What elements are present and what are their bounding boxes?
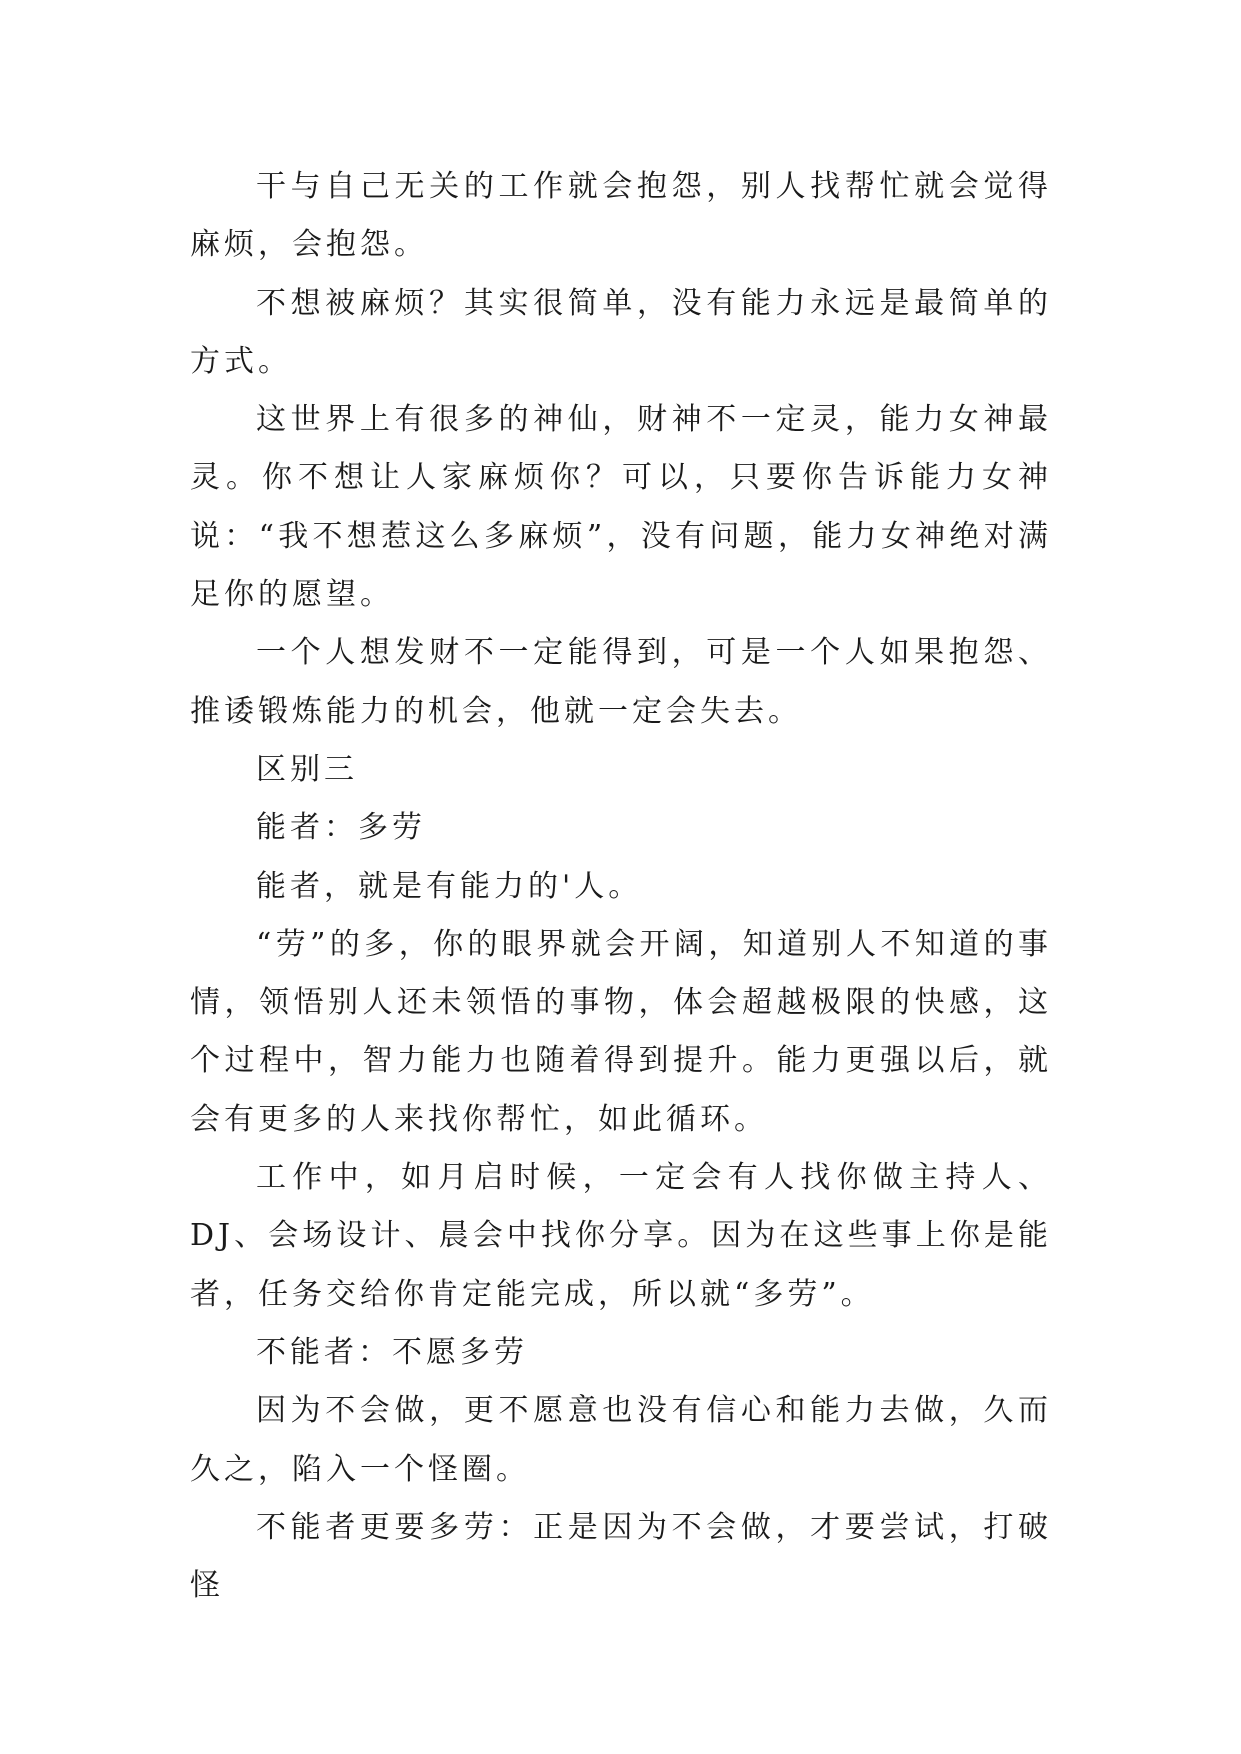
paragraph: “劳”的多，你的眼界就会开阔，知道别人不知道的事情，领悟别人还未领悟的事物，体会超越极限的快感，这个过程中，智力能力也随着得到提升。能力更强以后，就会有更多的人来找你帮忙，如此循环。 <box>190 926 1052 1137</box>
paragraph: 因为不会做，更不愿意也没有信心和能力去做，久而久之，陷入一个怪圈。 <box>190 1393 1052 1487</box>
paragraph: 不能者更要多劳：正是因为不会做，才要尝试，打破怪 <box>190 1509 1052 1604</box>
paragraph: 能者，就是有能力的'人。 <box>256 868 643 904</box>
section-heading: 区别三 <box>256 751 358 787</box>
document-body <box>190 158 1052 1615</box>
paragraph: 一个人想发财不一定能得到，可是一个人如果抱怨、推诿锻炼能力的机会，他就一定会失去。 <box>190 635 1052 729</box>
subheading: 不能者：不愿多劳 <box>256 1334 528 1370</box>
paragraph: 工作中，如月启时候，一定会有人找你做主持人、DJ、会场设计、晨会中找你分享。因为在这些事上你是能者，任务交给你肯定能完成，所以就“多劳”。 <box>190 1160 1052 1312</box>
paragraph: 干与自己无关的工作就会抱怨，别人找帮忙就会觉得麻烦，会抱怨。 <box>190 169 1052 263</box>
paragraph: 不想被麻烦？其实很简单，没有能力永远是最简单的方式。 <box>190 285 1052 379</box>
paragraph: 这世界上有很多的神仙，财神不一定灵，能力女神最灵。你不想让人家麻烦你？可以，只要你告诉能力女神说：“我不想惹这么多麻烦”，没有问题，能力女神绝对满足你的愿望。 <box>190 402 1052 613</box>
subheading: 能者：多劳 <box>256 810 426 846</box>
